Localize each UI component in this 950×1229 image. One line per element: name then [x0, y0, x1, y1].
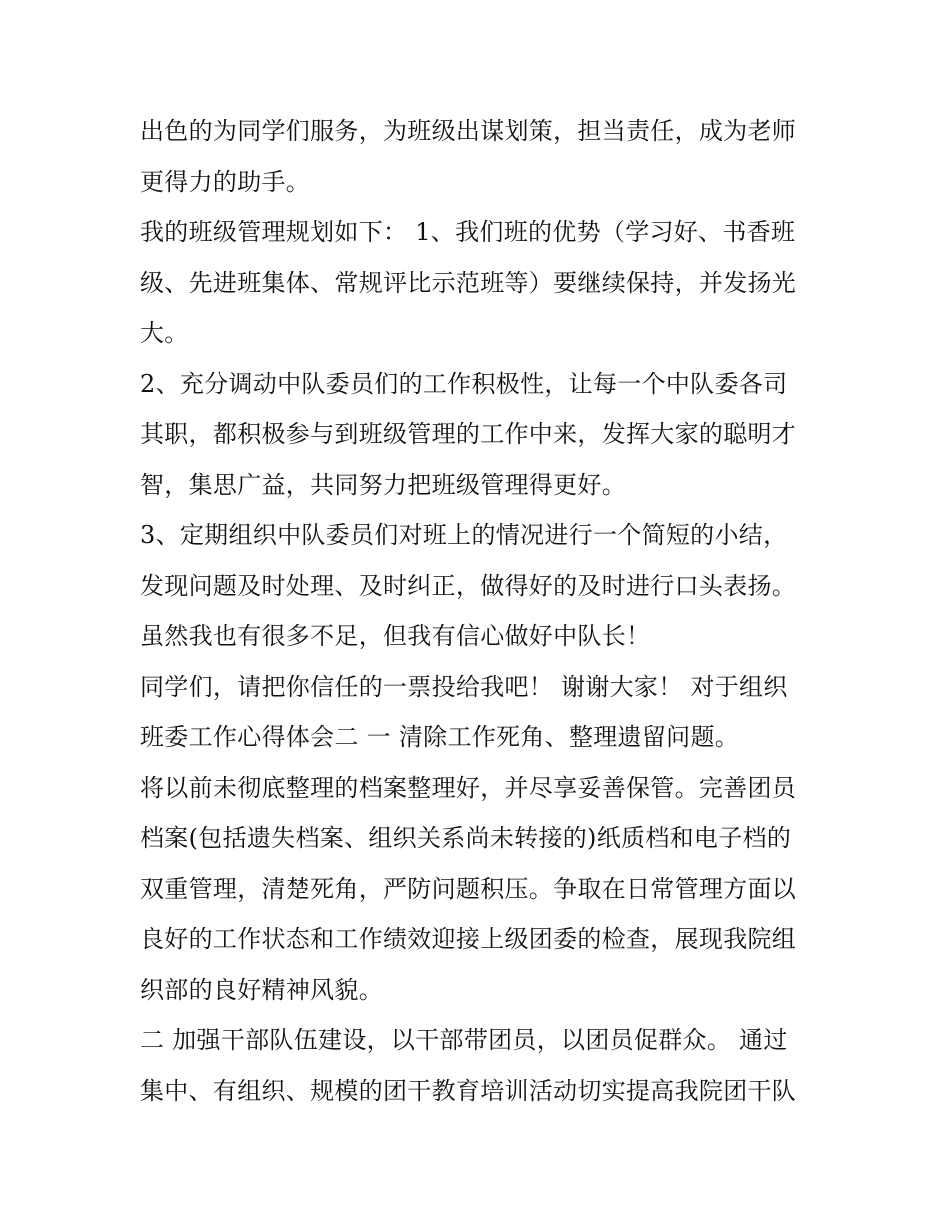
text-line: 我的班级管理规划如下： 1、我们班的优势（学习好、书香班 — [140, 218, 796, 246]
text-line: 档案(包括遗失档案、组织关系尚未转接的)纸质档和电子档的 — [140, 824, 792, 852]
text-line: 双重管理，清楚死角，严防问题积压。争取在日常管理方面以 — [140, 874, 797, 903]
text-line: 将以前未彻底整理的档案整理好，并尽享妥善保管。完善团员 — [140, 773, 797, 802]
document-body — [140, 106, 820, 1116]
text-line: 其职，都积极参与到班级管理的工作中来，发挥大家的聪明才 — [140, 420, 797, 448]
text-line: 智，集思广益，共同努力把班级管理得更好。 — [140, 470, 626, 499]
text-line: 级、先进班集体、常规评比示范班等）要继续保持，并发扬光 — [140, 268, 797, 297]
text-line: 二 加强干部队伍建设，以干部带团员，以团员促群众。 通过 — [140, 1026, 788, 1054]
text-line: 良好的工作状态和工作绩效迎接上级团委的检查，展现我院组 — [140, 925, 797, 953]
text-line: 班委工作心得体会二 一 清除工作死角、整理遗留问题。 — [140, 723, 740, 751]
text-line: 大。 — [140, 319, 189, 347]
text-line: 出色的为同学们服务，为班级出谋划策，担当责任，成为老师 — [140, 117, 797, 145]
text-line: 虽然我也有很多不足，但我有信心做好中队长！ — [140, 622, 651, 650]
text-line: 同学们，请把你信任的一票投给我吧！ 谢谢大家！ 对于组织 — [140, 672, 788, 701]
text-line: 2、充分调动中队委员们的工作积极性，让每一个中队委各司 — [140, 369, 788, 398]
text-line: 更得力的助手。 — [140, 167, 311, 196]
text-line: 织部的良好精神风貌。 — [140, 975, 383, 1004]
text-line: 3、定期组织中队委员们对班上的情况进行一个简短的小结， — [140, 521, 788, 549]
text-line: 发现问题及时处理、及时纠正，做得好的及时进行口头表扬。 — [140, 571, 797, 600]
text-line: 集中、有组织、规模的团干教育培训活动切实提高我院团干队 — [140, 1076, 797, 1105]
